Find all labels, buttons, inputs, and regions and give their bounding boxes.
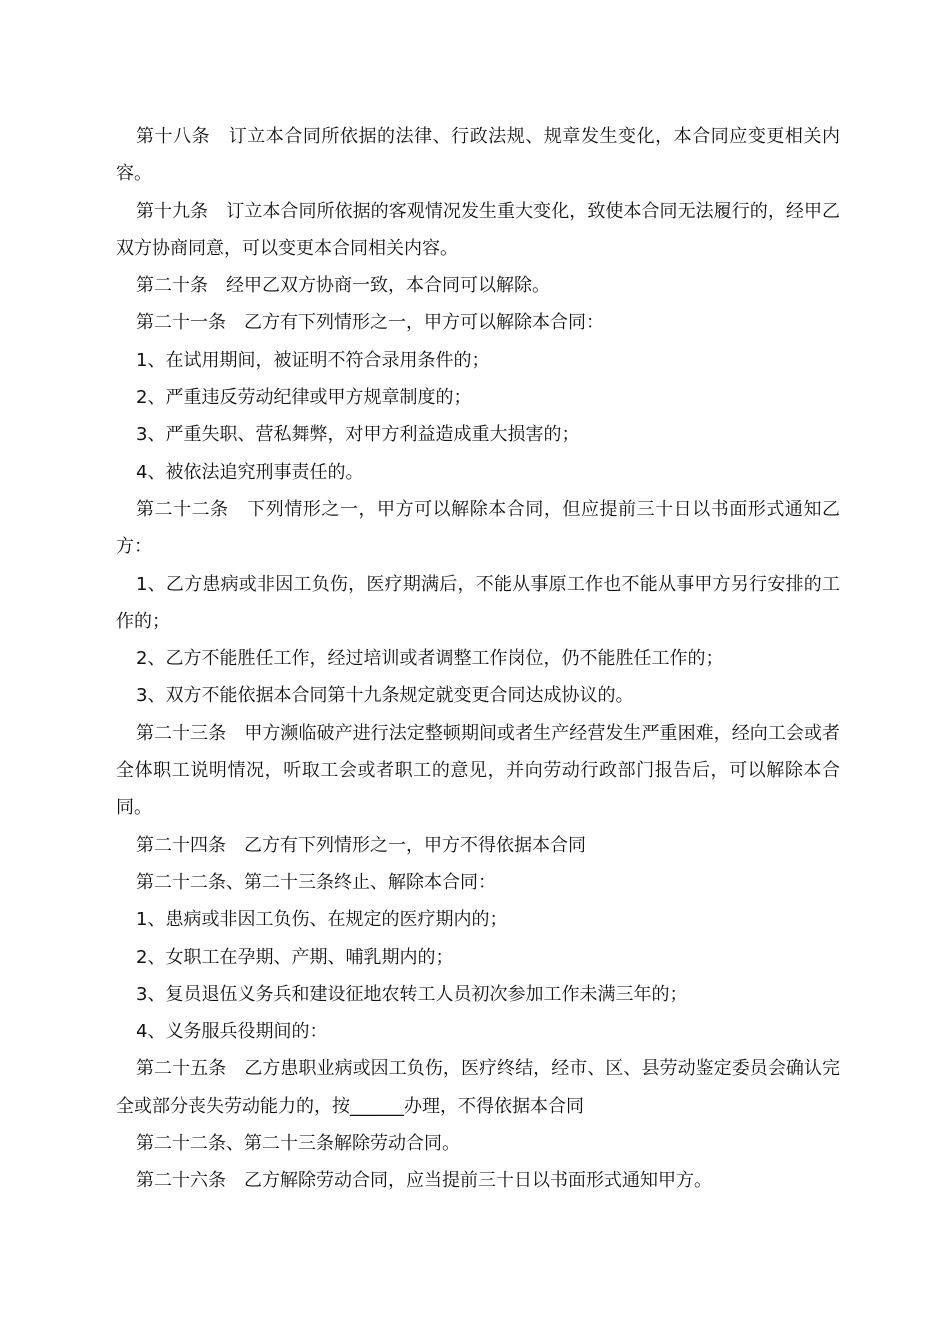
article-24-item-4: 4、义务服兵役期间的：	[136, 1021, 328, 1043]
article-18: 第十八条 订立本合同所依据的法律、行政法规、规章发生变化，本合同应变更相关内容。	[116, 126, 840, 185]
article-24-item-1: 1、患病或非因工负伤、在规定的医疗期内的；	[136, 909, 508, 931]
article-24-item-2: 2、女职工在孕期、产期、哺乳期内的；	[136, 946, 454, 968]
article-22: 第二十二条 下列情形之一，甲方可以解除本合同，但应提前三十日以书面形式通知乙方：	[116, 498, 840, 558]
article-26: 第二十六条 乙方解除劳动合同，应当提前三十日以书面形式通知甲方。	[136, 1170, 712, 1192]
article-25: 第二十五条 乙方患职业病或因工负伤，医疗终结，经市、区、县劳动鉴定委员会确认完全或部分丧失劳动能力的，按______办理，不得依据本合同	[116, 1058, 840, 1117]
article-20: 第二十条 经甲乙双方协商一致，本合同可以解除。	[136, 275, 550, 297]
article-21: 第二十一条 乙方有下列情形之一，甲方可以解除本合同：	[136, 312, 604, 334]
article-22-item-1: 1、乙方患病或非因工负伤，医疗期满后，不能从事原工作也不能从事甲方另行安排的工作的；	[116, 573, 840, 632]
article-25-continuation: 第二十二条、第二十三条解除劳动合同。	[136, 1133, 460, 1155]
article-24-continuation: 第二十二条、第二十三条终止、解除本合同：	[136, 871, 496, 893]
article-21-item-1: 1、在试用期间，被证明不符合录用条件的；	[136, 349, 490, 371]
article-21-item-2: 2、严重违反劳动纪律或甲方规章制度的；	[136, 387, 472, 409]
article-21-item-3: 3、严重失职、营私舞弊，对甲方利益造成重大损害的；	[136, 424, 580, 446]
article-22-item-3: 3、双方不能依据本合同第十九条规定就变更合同达成协议的。	[136, 685, 634, 707]
article-22-item-2: 2、乙方不能胜任工作，经过培训或者调整工作岗位，仍不能胜任工作的；	[136, 648, 724, 670]
article-24: 第二十四条 乙方有下列情形之一，甲方不得依据本合同	[136, 834, 586, 856]
article-21-item-4: 4、被依法追究刑事责任的。	[136, 461, 364, 483]
article-24-item-3: 3、复员退伍义务兵和建设征地农转工人员初次参加工作未满三年的；	[136, 983, 688, 1005]
article-23: 第二十三条 甲方濒临破产进行法定整顿期间或者生产经营发生严重困难，经向工会或者全体职工说明情况，听取工会或者职工的意见，并向劳动行政部门报告后，可以解除本合同。	[116, 722, 840, 819]
document-page	[116, 118, 840, 1200]
article-19: 第十九条 订立本合同所依据的客观情况发生重大变化，致使本合同无法履行的，经甲乙双方协商同意，可以变更本合同相关内容。	[116, 200, 840, 259]
